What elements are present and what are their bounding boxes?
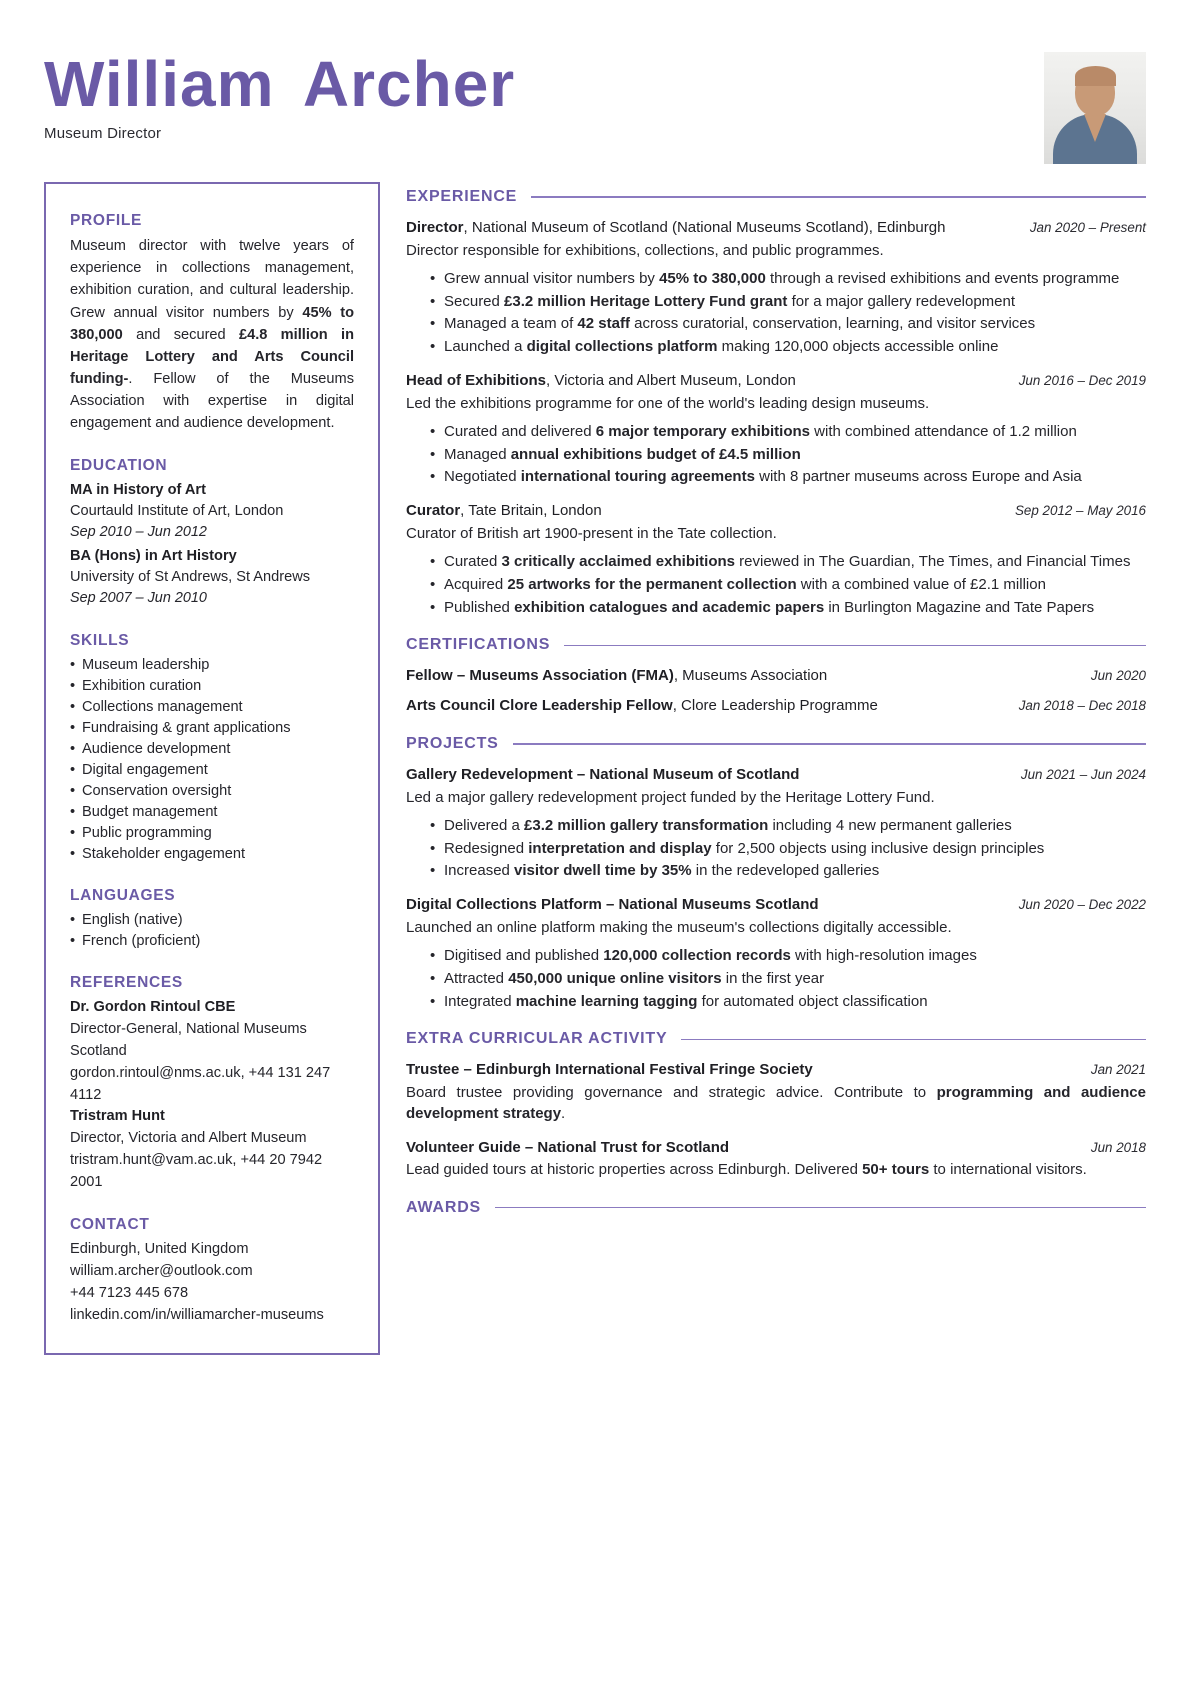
entry-bullet: • Published exhibition catalogues and academic papers in Burlington Magazine and Tate Papers (430, 597, 1146, 619)
list-item: • Collections management (70, 697, 354, 718)
list-item: • Budget management (70, 802, 354, 823)
entry-bullet-list (406, 421, 1146, 488)
section-title-experience: EXPERIENCE (406, 188, 518, 205)
entry-title: Head of Exhibitions, Victoria and Albert Museum, London (406, 371, 796, 389)
entry-date: Jun 2016 – Dec 2019 (1018, 372, 1146, 388)
education-degree: MA in History of Art (70, 481, 206, 498)
certification-entry (406, 696, 1146, 717)
avatar (1044, 52, 1146, 164)
entry-title: Volunteer Guide – National Trust for Scotland (406, 1138, 730, 1156)
contact-line: linkedin.com/in/williamarcher-museums (70, 1306, 324, 1323)
sidebar-section-profile (70, 212, 354, 435)
entry-bullet: • Digitised and published 120,000 collection records with high-resolution images (430, 945, 1146, 967)
entry-bullet: • Managed annual exhibitions budget of £4.5 million (430, 444, 1146, 466)
list-item: • Conservation oversight (70, 781, 354, 802)
entry-summary: Board trustee providing governance and strategic advice. Contribute to programming and audience development strategy. (406, 1083, 1146, 1123)
section-title-awards: AWARDS (406, 1198, 482, 1216)
extra-curricular-entries (406, 1060, 1146, 1180)
sidebar-section-education (70, 457, 354, 610)
entry-title: Digital Collections Platform – National Museums Scotland (406, 896, 819, 914)
education-dates: Sep 2010 – Jun 2012 (70, 524, 207, 541)
section-header-certifications (406, 636, 1146, 654)
list-item: • Museum leadership (70, 655, 354, 676)
entry-date: Sep 2012 – May 2016 (1014, 503, 1146, 519)
entry-summary: Launched an online platform making the museum's collections digitally accessible. (406, 918, 952, 936)
entry-date: Jun 2020 (1090, 668, 1146, 684)
certification-entry (406, 666, 1146, 687)
entry-bullet: • Curated 3 critically acclaimed exhibitions reviewed in The Guardian, The Times, and Financial Times (430, 551, 1146, 573)
entry-bullet: • Grew annual visitor numbers by 45% to 380,000 through a revised exhibitions and events programme (430, 268, 1146, 290)
entry-bullet: • Acquired 25 artworks for the permanent collection with a combined value of £2.1 million (430, 574, 1146, 596)
sidebar-section-references (70, 974, 354, 1194)
section-certifications (406, 636, 1146, 716)
resume-entry (406, 371, 1146, 488)
resume-entry (406, 501, 1146, 618)
entry-title: Trustee – Edinburgh International Festival Fringe Society (406, 1061, 813, 1079)
entry-bullet-list (406, 551, 1146, 618)
section-title-certifications: CERTIFICATIONS (406, 636, 551, 654)
resume-entry (406, 895, 1146, 1012)
sidebar-heading-languages: LANGUAGES (70, 886, 176, 904)
entry-header (406, 666, 1146, 687)
project-entries (406, 765, 1146, 1012)
entry-header (406, 1138, 1146, 1159)
languages-list (70, 910, 354, 952)
section-divider (513, 743, 1146, 745)
list-item: • Digital engagement (70, 760, 354, 781)
entry-bullet: • Attracted 450,000 unique online visitors in the first year (430, 968, 1146, 990)
section-header-extra-curricular (406, 1030, 1146, 1048)
section-header-awards (406, 1199, 1146, 1217)
education-degree: BA (Hons) in Art History (70, 547, 237, 564)
entry-header (406, 501, 1146, 522)
education-school: Courtauld Institute of Art, London (70, 502, 284, 519)
sidebar-section-contact (70, 1216, 354, 1327)
entry-header (406, 895, 1146, 916)
contact-line: +44 7123 445 678 (70, 1284, 189, 1301)
entry-bullet: • Integrated machine learning tagging for automated object classification (430, 991, 1146, 1013)
sidebar (44, 182, 380, 1355)
entry-title: Curator, Tate Britain, London (406, 502, 602, 520)
reference-item (70, 997, 354, 1106)
education-list (70, 480, 354, 610)
reference-role: Director, Victoria and Albert Museum (70, 1130, 307, 1147)
entry-header (406, 696, 1146, 717)
entry-bullet: • Increased visitor dwell time by 35% in the redeveloped galleries (430, 860, 1146, 882)
section-experience (406, 188, 1146, 618)
entry-header (406, 371, 1146, 392)
entry-title: Arts Council Clore Leadership Fellow, Clore Leadership Programme (406, 697, 878, 715)
resume-entry (406, 1138, 1146, 1181)
main-column (406, 182, 1146, 1235)
sidebar-heading-education: EDUCATION (70, 456, 168, 474)
contact-line: william.archer@outlook.com (70, 1262, 253, 1279)
section-header-experience (406, 188, 1146, 206)
entry-bullet: • Managed a team of 42 staff across curatorial, conservation, learning, and visitor services (430, 313, 1146, 335)
list-item: • Audience development (70, 739, 354, 760)
entry-header (406, 765, 1146, 786)
resume-entry (406, 1060, 1146, 1124)
reference-item (70, 1106, 354, 1194)
entry-summary: Led a major gallery redevelopment project funded by the Heritage Lottery Fund. (406, 788, 935, 806)
photo-hair (1075, 66, 1116, 86)
entry-summary: Lead guided tours at historic properties across Edinburgh. Delivered 50+ tours to international visitors. (406, 1161, 1087, 1179)
list-item: • Exhibition curation (70, 676, 354, 697)
entry-bullet: • Secured £3.2 million Heritage Lottery Fund grant for a major gallery redevelopment (430, 291, 1146, 313)
sidebar-heading-profile: PROFILE (70, 212, 143, 229)
reference-contact: tristram.hunt@vam.ac.uk, +44 20 7942 2001 (70, 1152, 323, 1191)
entry-bullet: • Delivered a £3.2 million gallery transformation including 4 new permanent galleries (430, 815, 1146, 837)
sidebar-heading-contact: CONTACT (70, 1215, 150, 1233)
section-divider (531, 196, 1146, 198)
job-role-subtitle: Museum Director (44, 125, 162, 143)
references-list (70, 997, 354, 1194)
section-awards (406, 1199, 1146, 1217)
sidebar-section-languages (70, 887, 354, 952)
reference-role: Director-General, National Museums Scotland (70, 1020, 307, 1059)
experience-entries (406, 218, 1146, 618)
education-item (70, 546, 354, 610)
entry-title: Director, National Museum of Scotland (National Museums Scotland), Edinburgh (406, 219, 946, 236)
section-title-extra-curricular: EXTRA CURRICULAR ACTIVITY (406, 1030, 668, 1048)
resume-body (0, 182, 1190, 1355)
entry-date: Jun 2018 (1090, 1139, 1146, 1155)
section-divider (564, 645, 1146, 647)
list-item: • French (proficient) (70, 931, 354, 952)
reference-name: Tristram Hunt (70, 1108, 165, 1125)
entry-summary: Led the exhibitions programme for one of the world's leading design museums. (406, 394, 930, 412)
list-item: • English (native) (70, 910, 354, 931)
entry-header (406, 218, 1146, 239)
resume-entry (406, 765, 1146, 882)
sidebar-heading-skills: SKILLS (70, 631, 130, 649)
entry-bullet: • Launched a digital collections platform making 120,000 objects accessible online (430, 336, 1146, 358)
section-divider (495, 1207, 1146, 1209)
entry-summary: Curator of British art 1900-present in the Tate collection. (406, 524, 777, 542)
section-title-projects: PROJECTS (406, 734, 499, 752)
profile-text: Museum director with twelve years of experience in collections management, exhibition curation, and cultural leadership. Grew annual visitor numbers by 45% to 380,000 and secured £4.8 million in Heritage Lottery and Arts Council funding-. Fellow of the Museums Association with expertise in digital engagement and audience development. (70, 238, 354, 432)
entry-date: Jan 2021 (1090, 1062, 1146, 1078)
section-extra-curricular (406, 1030, 1146, 1180)
education-dates: Sep 2007 – Jun 2010 (70, 590, 207, 607)
education-item (70, 480, 354, 544)
entry-bullet: • Redesigned interpretation and display for 2,500 objects using inclusive design principles (430, 838, 1146, 860)
entry-header (406, 1060, 1146, 1081)
sidebar-heading-references: REFERENCES (70, 973, 183, 991)
entry-bullet-list (406, 815, 1146, 882)
entry-summary: Director responsible for exhibitions, collections, and public programmes. (406, 241, 884, 259)
entry-bullet-list (406, 268, 1146, 358)
list-item: • Fundraising & grant applications (70, 718, 354, 739)
entry-title: Fellow – Museums Association (FMA), Museums Association (406, 667, 828, 685)
resume-header (0, 0, 1190, 182)
entry-bullet: • Negotiated international touring agreements with 8 partner museums across Europe and Asia (430, 466, 1146, 488)
entry-bullet-list (406, 945, 1146, 1012)
list-item: • Public programming (70, 823, 354, 844)
entry-date: Jun 2020 – Dec 2022 (1018, 897, 1146, 913)
resume-entry (406, 218, 1146, 358)
section-divider (681, 1039, 1146, 1041)
list-item: • Stakeholder engagement (70, 844, 354, 865)
reference-name: Dr. Gordon Rintoul CBE (70, 998, 236, 1015)
certification-entries (406, 666, 1146, 716)
contact-list (70, 1239, 354, 1327)
skills-list (70, 655, 354, 865)
entry-bullet: • Curated and delivered 6 major temporary exhibitions with combined attendance of 1.2 million (430, 421, 1146, 443)
reference-contact: gordon.rintoul@nms.ac.uk, +44 131 247 4112 (70, 1064, 331, 1103)
entry-title: Gallery Redevelopment – National Museum of Scotland (406, 765, 800, 783)
contact-line: Edinburgh, United Kingdom (70, 1240, 249, 1257)
section-header-projects (406, 735, 1146, 753)
page-title: William Archer (44, 48, 516, 120)
section-projects (406, 735, 1146, 1012)
entry-date: Jun 2021 – Jun 2024 (1020, 766, 1146, 782)
entry-date: Jan 2018 – Dec 2018 (1018, 698, 1146, 714)
sidebar-section-skills (70, 632, 354, 865)
education-school: University of St Andrews, St Andrews (70, 569, 311, 586)
entry-date: Jan 2020 – Present (1029, 220, 1146, 235)
